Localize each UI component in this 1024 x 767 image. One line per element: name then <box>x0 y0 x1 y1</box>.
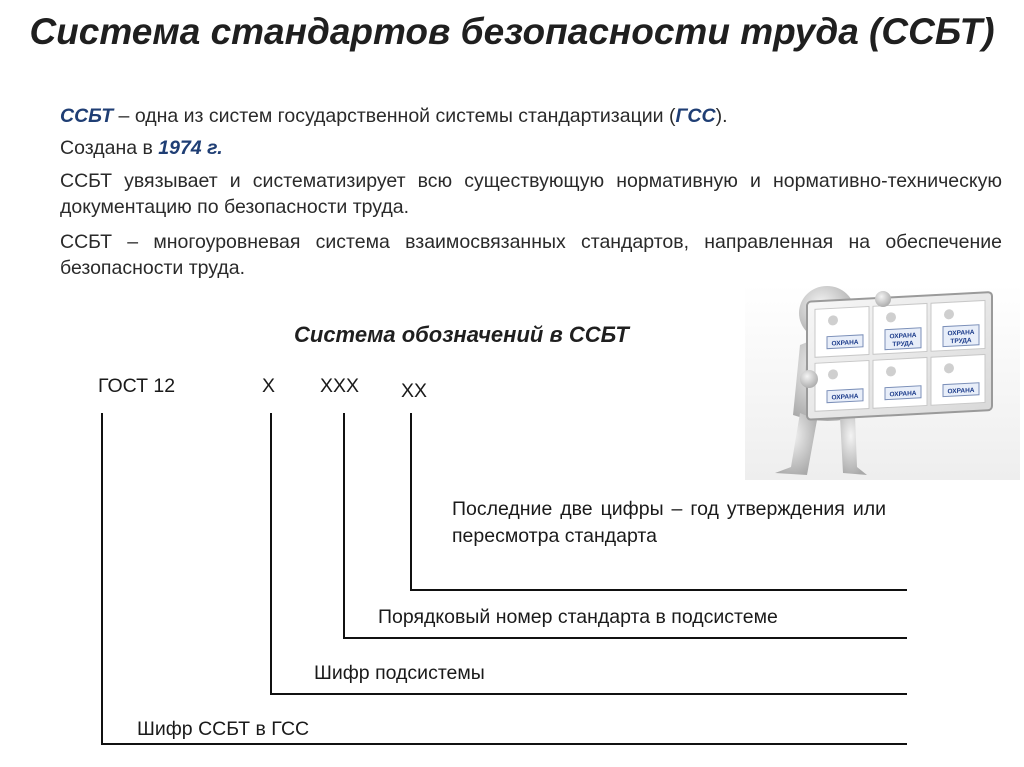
code-part-subsystem: Х <box>262 375 276 397</box>
illustration-safety-board <box>745 285 1020 480</box>
term-gss: ГСС <box>675 105 716 127</box>
year-created: 1974 г. <box>158 137 223 159</box>
safety-figure-icon <box>745 285 1020 480</box>
page-title: Система стандартов безопасности труда (ССБТ) <box>29 11 995 52</box>
p2-text: Создана в <box>60 137 159 159</box>
label-ssbt: Шифр ССБТ в ГСС <box>137 718 310 740</box>
line-number-vertical <box>343 413 345 639</box>
line-subsystem-vertical <box>270 413 272 695</box>
intro-paragraph-3: ССБТ увязывает и систематизирует всю существующую нормативную и нормативно-техническую документацию по безопасности труда. <box>60 170 1002 218</box>
code-part-gost: ГОСТ 12 <box>98 375 176 397</box>
code-part-number: ХХХ <box>320 375 360 397</box>
tile-3-text: ОХРАНА <box>947 328 975 338</box>
svg-text:ТРУДА: ТРУДА <box>950 337 972 346</box>
tile-2-text: ОХРАНА <box>889 332 917 341</box>
label-subsystem: Шифр подсистемы <box>314 662 485 684</box>
tile-1-text: ОХРАНА <box>831 339 859 348</box>
line-subsystem-horizontal <box>270 693 907 695</box>
intro-paragraph-1 <box>60 103 1002 129</box>
svg-text:ТРУДА: ТРУДА <box>892 340 914 349</box>
p1-text: – одна из систем государственной системы стандартизации ( <box>113 105 676 127</box>
tile-4-text: ОХРАНА <box>831 393 859 402</box>
line-number-horizontal <box>343 637 907 639</box>
label-year: Последние две цифры – год утверждения или пересмотра стандарта <box>452 498 886 547</box>
line-year-horizontal <box>410 589 907 591</box>
term-ssbt: ССБТ <box>60 105 114 127</box>
line-year-vertical <box>410 413 412 591</box>
p1-end: ). <box>715 105 728 127</box>
label-number: Порядковый номер стандарта в подсистеме <box>378 606 778 628</box>
code-part-year: ХХ <box>401 380 428 402</box>
intro-paragraph-2 <box>60 135 1002 161</box>
tile-5-text: ОХРАНА <box>889 390 917 399</box>
tile-6-text: ОХРАНА <box>947 386 975 396</box>
line-gost-vertical <box>101 413 103 745</box>
scheme-title: Система обозначений в ССБТ <box>294 322 629 347</box>
line-gost-horizontal <box>101 743 907 745</box>
intro-paragraph-4: ССБТ – многоуровневая система взаимосвязанных стандартов, направленная на обеспечение безопасности труда. <box>60 231 1002 279</box>
